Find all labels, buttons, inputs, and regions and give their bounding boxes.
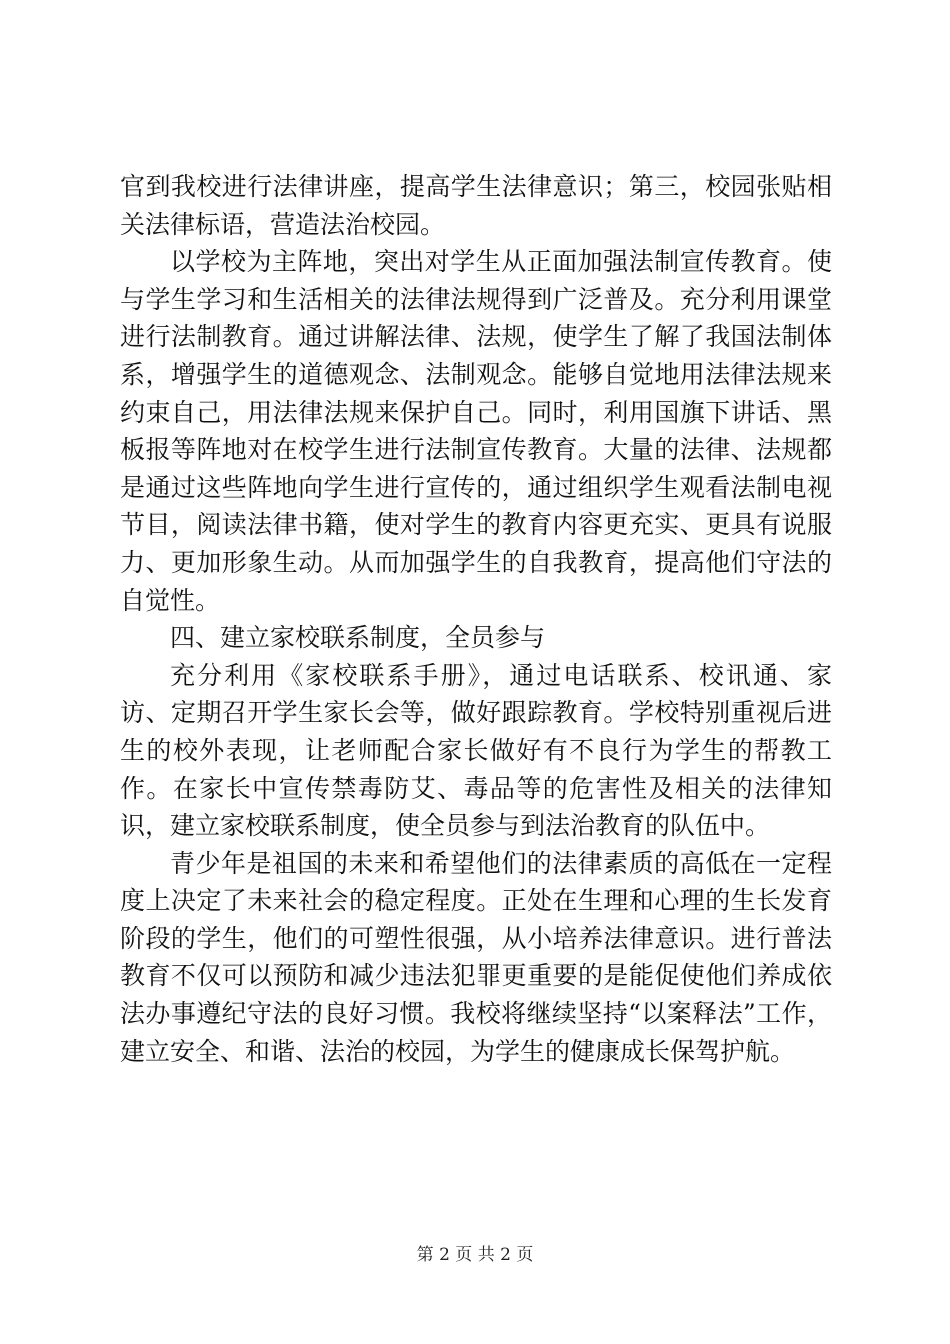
paragraph-4: 青少年是祖国的未来和希望他们的法律素质的高低在一定程度上决定了未来社会的稳定程度。正处在生理和心理的生长发育阶段的学生，他们的可塑性很强，从小培养法律意识。进行普法教育不仅可以预防和减少违法犯罪更重要的是能促使他们养成依法办事遵纪守法的良好习惯。我校将继续坚持“以案释法”工作，建立安全、和谐、法治的校园，为学生的健康成长保驾护航。: [120, 848, 832, 1066]
page-footer: 第 2 页 共 2 页: [416, 1245, 534, 1265]
paragraph-2: 以学校为主阵地，突出对学生从正面加强法制宣传教育。使与学生学习和生活相关的法律法规得到广泛普及。充分利用课堂进行法制教育。通过讲解法律、法规，使学生了解了我国法制体系，增强学生的道德观念、法制观念。能够自觉地用法律法规来约束自己，用法律法规来保护自己。同时，利用国旗下讲话、黑板报等阵地对在校学生进行法制宣传教育。大量的法律、法规都是通过这些阵地向学生进行宣传的，通过组织学生观看法制电视节目，阅读法律书籍，使对学生的教育内容更充实、更具有说服力、更加形象生动。从而加强学生的自我教育，提高他们守法的自觉性。: [120, 247, 832, 615]
document-body: [120, 168, 832, 1070]
paragraph-1: 官到我校进行法律讲座，提高学生法律意识；第三，校园张贴相关法律标语，营造法治校园。: [120, 172, 832, 239]
paragraph-3: 充分利用《家校联系手册》，通过电话联系、校讯通、家访、定期召开学生家长会等，做好跟踪教育。学校特别重视后进生的校外表现，让老师配合家长做好有不良行为学生的帮教工作。在家长中宣传禁毒防艾、毒品等的危害性及相关的法律知识，建立家校联系制度，使全员参与到法治教育的队伍中。: [120, 660, 832, 841]
section-heading: 四、建立家校联系制度，全员参与: [170, 623, 546, 653]
